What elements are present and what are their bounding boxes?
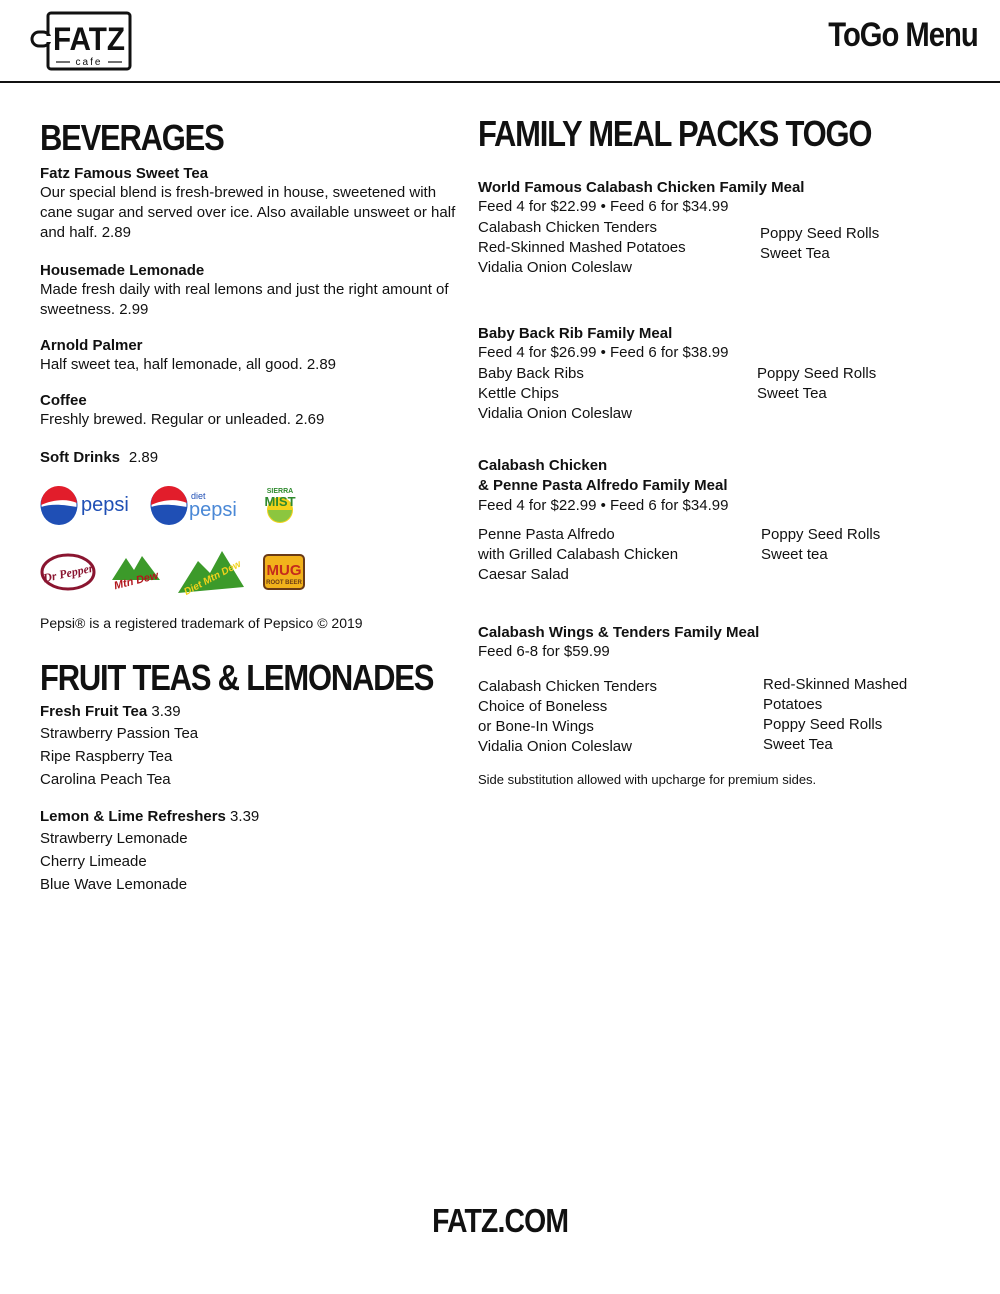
meal-price: Feed 4 for $26.99 • Feed 6 for $38.99 <box>478 344 729 361</box>
trademark-note: Pepsi® is a registered trademark of Pepsico © 2019 <box>40 615 363 631</box>
item-description: Made fresh daily with real lemons and just the right amount of sweetness. 2.99 <box>40 281 449 318</box>
family-meal-calabash <box>478 178 978 278</box>
list-item: with Grilled Calabash Chicken <box>478 546 679 563</box>
list-item: Vidalia Onion Coleslaw <box>478 259 632 276</box>
list-item: Baby Back Ribs <box>478 365 584 382</box>
list-item: Poppy Seed Rolls <box>763 716 883 733</box>
left-column <box>40 118 460 896</box>
meal-price: Feed 4 for $22.99 • Feed 6 for $34.99 <box>478 198 729 215</box>
group-heading <box>40 807 460 827</box>
group-price: 3.39 <box>225 808 260 825</box>
group-heading <box>40 702 460 722</box>
menu-item-coffee <box>40 391 460 430</box>
group-price: 3.39 <box>147 703 181 720</box>
menu-item-soft-drinks <box>40 448 460 468</box>
fatz-cafe-logo[interactable] <box>30 10 134 72</box>
header-divider <box>0 81 1000 83</box>
family-meal-penne-alfredo <box>478 456 978 585</box>
list-item: Poppy Seed Rolls <box>760 225 880 242</box>
diet-wordmark: diet <box>191 491 206 501</box>
diet-mtn-dew-wordmark: Diet Mtn Dew <box>182 558 244 597</box>
item-description: Freshly brewed. Regular or unleaded. 2.69 <box>40 411 325 428</box>
fresh-fruit-tea-group <box>40 702 460 791</box>
group-name: Fresh Fruit Tea <box>40 703 148 720</box>
list-item: or Bone-In Wings <box>478 718 594 735</box>
mug-root-beer-logo <box>260 551 308 598</box>
item-description: Our special blend is fresh-brewed in house, sweetened with cane sugar and served over ice. Also available unsweet or half and half. 2.89 <box>40 184 456 241</box>
meal-price: Feed 4 for $22.99 • Feed 6 for $34.99 <box>478 497 729 514</box>
list-item: Penne Pasta Alfredo <box>478 526 615 543</box>
sierra-wordmark: SIERRA <box>266 488 294 495</box>
substitution-note: Side substitution allowed with upcharge for premium sides. <box>478 772 817 787</box>
item-name: Fatz Famous Sweet Tea <box>40 165 209 182</box>
diet-mountain-dew-logo <box>176 547 246 602</box>
list-item: Ripe Raspberry Tea <box>40 748 173 765</box>
dr-pepper-logo <box>40 552 96 597</box>
mist-wordmark: MIST <box>264 494 296 509</box>
item-name: Coffee <box>40 392 87 409</box>
list-item: Strawberry Lemonade <box>40 830 188 847</box>
list-item: Calabash Chicken Tenders <box>478 219 657 236</box>
item-name: Soft Drinks <box>40 449 121 466</box>
list-item: Kettle Chips <box>478 385 559 402</box>
meal-includes <box>478 675 978 757</box>
right-column <box>478 114 978 789</box>
svg-text:FATZ: FATZ <box>53 21 125 57</box>
group-name: Lemon & Lime Refreshers <box>40 808 226 825</box>
root-beer-wordmark: ROOT BEER <box>266 580 302 586</box>
meal-name-line-1: Calabash Chicken <box>478 457 608 474</box>
dr-pepper-wordmark: Dr Pepper <box>41 560 95 586</box>
refreshers-group <box>40 807 460 896</box>
footer-website[interactable] <box>0 1202 1000 1240</box>
list-item: Poppy Seed Rolls <box>761 526 881 543</box>
list-item: Vidalia Onion Coleslaw <box>478 738 632 755</box>
list-item: Poppy Seed Rolls <box>757 365 877 382</box>
list-item: Vidalia Onion Coleslaw <box>478 405 632 422</box>
family-meal-title: FAMILY MEAL PACKS TOGO <box>478 113 872 154</box>
list-item: Calabash Chicken Tenders <box>478 678 657 695</box>
mtn-dew-wordmark: Mtn Dew <box>112 569 160 593</box>
meal-includes <box>478 525 978 585</box>
list-item: Sweet tea <box>761 546 828 563</box>
family-meal-wings-tenders <box>478 623 978 757</box>
mug-wordmark: MUG <box>266 562 302 579</box>
fatz-logo-graphic <box>30 10 134 72</box>
menu-item-lemonade <box>40 261 460 320</box>
diet-pepsi-logo <box>150 485 246 530</box>
item-name: Housemade Lemonade <box>40 262 205 279</box>
pepsi-logo <box>40 485 136 530</box>
meal-name: Calabash Wings & Tenders Family Meal <box>478 624 760 641</box>
list-item: Sweet Tea <box>763 736 833 753</box>
beverages-title: BEVERAGES <box>40 117 224 158</box>
list-item: Potatoes <box>763 696 823 713</box>
sierra-mist-logo <box>260 484 300 531</box>
list-item: Red-Skinned Mashed Potatoes <box>478 239 686 256</box>
pepsi-wordmark: pepsi <box>81 494 129 516</box>
list-item: Cherry Limeade <box>40 853 147 870</box>
meal-price: Feed 6-8 for $59.99 <box>478 643 610 660</box>
family-meal-baby-back-rib <box>478 324 978 424</box>
mountain-dew-logo <box>110 550 162 599</box>
meal-includes <box>478 218 978 278</box>
meal-name: World Famous Calabash Chicken Family Meal <box>478 179 805 196</box>
list-item: Sweet Tea <box>760 245 830 262</box>
list-item: Red-Skinned Mashed <box>763 676 908 693</box>
list-item: Carolina Peach Tea <box>40 771 171 788</box>
list-item: Sweet Tea <box>757 385 827 402</box>
page-title: ToGo Menu <box>828 16 978 54</box>
diet-pepsi-wordmark: pepsi <box>189 499 237 521</box>
item-description: Half sweet tea, half lemonade, all good. 2.89 <box>40 356 337 373</box>
meal-name-line-2: & Penne Pasta Alfredo Family Meal <box>478 477 728 494</box>
menu-item-sweet-tea <box>40 164 460 243</box>
menu-item-arnold-palmer <box>40 336 460 375</box>
item-price: 2.89 <box>128 449 159 466</box>
fruit-teas-title: FRUIT TEAS & LEMONADES <box>40 657 434 698</box>
svg-text:cafe: cafe <box>75 57 103 68</box>
soft-drink-logos-row-1 <box>40 484 460 531</box>
list-item: Choice of Boneless <box>478 698 608 715</box>
website-link[interactable]: FATZ.COM <box>431 1202 569 1239</box>
meal-includes <box>478 364 978 424</box>
list-item: Blue Wave Lemonade <box>40 876 188 893</box>
soft-drink-logos-row-2 <box>40 547 460 602</box>
list-item: Strawberry Passion Tea <box>40 725 199 742</box>
list-item: Caesar Salad <box>478 566 569 583</box>
item-name: Arnold Palmer <box>40 337 143 354</box>
meal-name: Baby Back Rib Family Meal <box>478 325 673 342</box>
